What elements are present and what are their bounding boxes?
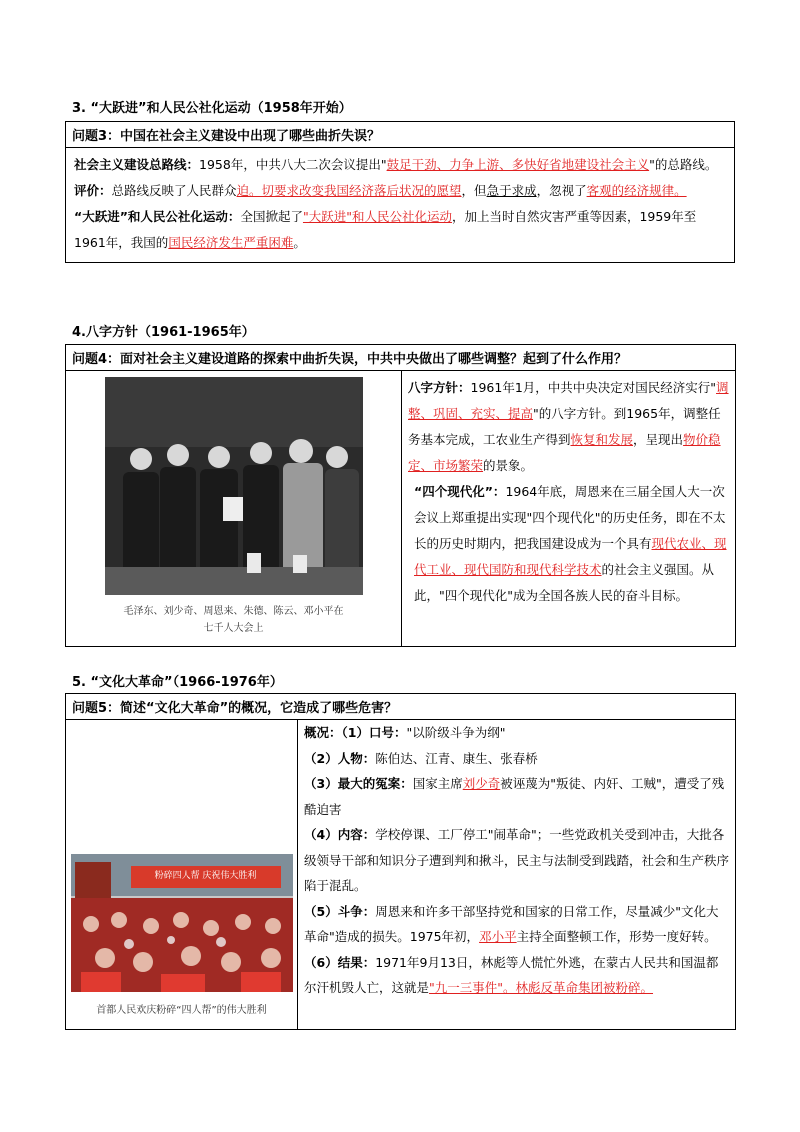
four-modern-label: “四个现代化”： [414, 484, 506, 499]
eight-char-text-4: 的景象。 [483, 458, 534, 473]
evaluation-red-2: 客观的经济规律。 [586, 183, 687, 198]
eight-char-text-1: 1961年1月，中共中央决定对国民经济实行" [470, 380, 717, 395]
four-modern-paragraph [408, 479, 729, 609]
evaluation-text-1: 总路线反映了人民群众 [111, 183, 237, 198]
section-4-title: 4.八字方针（1961-1965年） [72, 325, 255, 340]
injustice-red: 刘少奇 [462, 776, 501, 791]
section-4-box [65, 344, 736, 647]
four-modern-text-2: 的社会主义强国。从此，"四个现代化"成为全国各族人民的奋斗目标。 [414, 562, 715, 603]
people-text: 陈伯达、江青、康生、张春桥 [375, 750, 538, 766]
content-text: 学校停课、工厂停工"闹革命"；一些党政机关受到冲击，大批各级领导干部和知识分子遭到判和揪斗，民主与法制受到践踏，社会和生产秩序陷于混乱。 [304, 827, 730, 893]
general-line-end: "的总路线。 [649, 157, 718, 172]
four-modern-text-1: 1964年底，周恩来在三届全国人大一次会议上郑重提出实现"四个现代化"的历史任务，即在不太长的历史时期内，把我国建设成为一个具有 [414, 484, 726, 551]
meeting-caption-2: 七千人大会上 [203, 623, 264, 634]
content-line [304, 822, 729, 899]
general-line-slogan: 鼓足干劲、力争上游、多快好省地建设社会主义 [386, 157, 650, 172]
eight-char-text-2: "的八字方针。到1965年，调整任务基本完成，工农业生产得到 [408, 406, 721, 447]
section-5-box [65, 693, 736, 1030]
celebration-caption: 首都人民欢庆粉碎“四人帮”的伟大胜利 [96, 1005, 267, 1016]
people-label: （2）人物： [304, 750, 376, 766]
evaluation-red-1: 迫。切要求改变我国经济落后状况的愿望 [236, 183, 462, 198]
struggle-text-2: 主持全面整顿工作，形势一度好转。 [516, 929, 717, 944]
meeting-caption-1: 毛泽东、刘少奇、周恩来、朱德、陈云、邓小平在 [123, 606, 344, 617]
eight-char-paragraph [408, 375, 729, 479]
question-3: 问题3：中国在社会主义建设中出现了哪些曲折失误？ [66, 122, 735, 148]
great-leap-text-1: 全国掀起了 [240, 209, 303, 224]
celebration-banner-text: 粉碎四人帮 庆祝伟大胜利 [154, 871, 257, 881]
result-red: "九一三事件"。林彪反革命集团被粉碎。 [429, 980, 654, 995]
general-line-label: 社会主义建设总路线： [74, 157, 200, 172]
evaluation-paragraph [74, 178, 726, 204]
result-label: （6）结果： [304, 954, 376, 970]
result-line [304, 950, 729, 1001]
injustice-text-1: 国家主席 [412, 776, 463, 791]
celebration-photo [71, 854, 293, 992]
struggle-text-1: 周恩来和许多干部坚持党和国家的日常工作，尽量减少"文化大革命"造成的损失。1975年初， [304, 903, 719, 944]
question-4: 问题4：面对社会主义建设道路的探索中曲折失误，中共中央做出了哪些调整？起到了什么作用？ [66, 345, 736, 371]
struggle-red: 邓小平 [479, 929, 517, 944]
injustice-text-2: 被诬蔑为"叛徒、内奸、工贼"，遭受了残酷迫害 [304, 776, 725, 817]
meeting-photo [105, 377, 363, 595]
injustice-line [304, 771, 729, 822]
great-leap-text-3: 。 [293, 235, 306, 250]
eight-char-red-3: 物价稳定、市场繁荣 [408, 432, 721, 473]
celebration-photo-cell [66, 720, 298, 1030]
question-5: 问题5：简述“文化大革命”的概况，它造成了哪些危害？ [66, 694, 736, 720]
evaluation-text-2: ，但 [461, 183, 487, 198]
injustice-label: （3）最大的冤案： [304, 776, 413, 791]
evaluation-text-3: ，忽视了 [536, 183, 587, 198]
great-leap-red-1: "大跃进"和人民公社化运动 [302, 209, 452, 224]
eight-char-red-1: 调整、巩固、充实、提高 [408, 380, 729, 421]
overview-line [304, 720, 729, 746]
section-3-title: 3. “大跃进”和人民公社化运动（1958年开始） [72, 101, 352, 116]
great-leap-paragraph [74, 204, 726, 256]
people-line [304, 746, 729, 772]
struggle-label: （5）斗争： [304, 903, 376, 919]
result-text-1: 1971年9月13日，林彪等人慌忙外逃，在蒙古人民共和国温都尔汗机毁人亡，这就是 [304, 954, 719, 995]
section-5-text-cell [298, 720, 736, 1030]
overview-label: 概况：（1）口号： [304, 725, 407, 740]
content-label: （4）内容： [304, 827, 376, 842]
evaluation-label: 评价： [74, 183, 112, 198]
struggle-line [304, 899, 729, 950]
section-4-text-cell [402, 371, 736, 647]
great-leap-text-2: ，加上当时自然灾害严重等因素，1959年至1961年，我国的 [74, 209, 697, 250]
eight-char-label: 八字方针： [408, 380, 471, 395]
meeting-photo-cell [66, 371, 402, 647]
section-5-title: 5. “文化大革命”（1966-1976年） [72, 675, 283, 690]
eight-char-text-3: ，呈现出 [633, 432, 684, 447]
general-line-paragraph [74, 152, 726, 178]
four-modern-red: 现代农业、现代工业、现代国防和现代科学技术 [414, 536, 727, 577]
general-line-text: 1958年，中共八大二次会议提出" [199, 157, 387, 172]
great-leap-label: “大跃进”和人民公社化运动： [74, 209, 241, 224]
evaluation-underline: 急于求成 [486, 183, 537, 198]
great-leap-red-2: 国民经济发生严重困难 [168, 235, 294, 250]
eight-char-red-2: 恢复和发展 [570, 432, 634, 447]
section-3-box [65, 121, 735, 263]
overview-slogan: "以阶级斗争为纲" [406, 725, 506, 740]
